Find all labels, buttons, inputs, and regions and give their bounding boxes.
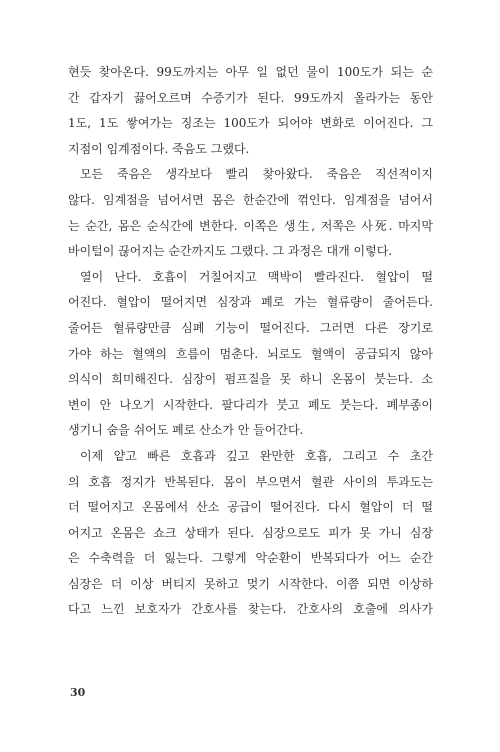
- text-line: 않다. 임계점을 넘어서면 몸은 한순간에 꺾인다. 임계점을 넘어서: [68, 192, 433, 207]
- text-line: 이제 얕고 빠른 호흡과 깊고 완만한 호흡, 그리고 수 초간: [80, 448, 433, 463]
- text-line: 간 갑자기 끓어오르며 수증기가 된다. 99도까지 올라가는 동안: [68, 90, 433, 105]
- paragraph: [68, 444, 433, 623]
- text-line: 더 떨어지고 온몸에서 산소 공급이 떨어진다. 다시 혈압이 더 떨: [68, 500, 433, 515]
- text-line: 의 호흡 정지가 반복된다. 몸이 부으면서 혈관 사이의 투과도는: [68, 474, 433, 489]
- text-line: 다고 느낀 보호자가 간호사를 찾는다. 간호사의 호출에 의사가: [68, 602, 433, 617]
- text-line: 어지고 온몸은 쇼크 상태가 된다. 심장으로도 피가 못 가니 심장: [68, 525, 433, 540]
- text-line: 는 순간, 몸은 순식간에 변한다. 이쪽은 생生, 저쪽은 사死. 마지막: [68, 218, 433, 233]
- text-line: 열이 난다. 호흡이 거칠어지고 맥박이 빨라진다. 혈압이 떨: [80, 269, 433, 284]
- text-line: 심장은 더 이상 버티지 못하고 멎기 시작한다. 이쯤 되면 이상하: [68, 576, 433, 591]
- paragraph: [68, 60, 433, 162]
- text-line: 가야 하는 혈액의 흐름이 멈춘다. 뇌로도 혈액이 공급되지 않아: [68, 346, 433, 361]
- paragraph: [68, 162, 433, 264]
- text-line: 어진다. 혈압이 떨어지면 심장과 폐로 가는 혈류량이 줄어든다.: [68, 295, 433, 310]
- paragraph: [68, 265, 433, 444]
- page-number: 30: [70, 686, 86, 699]
- text-line: 바이털이 끊어지는 순간까지도 그랬다. 그 과정은 대개 이렇다.: [68, 244, 393, 259]
- text-line: 지점이 임계점이다. 죽음도 그랬다.: [68, 141, 250, 156]
- text-line: 변이 안 나오기 시작한다. 팔다리가 붓고 폐도 붓는다. 폐부종이: [68, 397, 433, 412]
- text-line: 모든 죽음은 생각보다 빨리 찾아왔다. 죽음은 직선적이지: [80, 167, 433, 182]
- text-line: 1도, 1도 쌓여가는 징조는 100도가 되어야 변화로 이어진다. 그: [68, 116, 433, 131]
- text-line: 은 수축력을 더 잃는다. 그렇게 악순환이 반복되다가 어느 순간: [68, 551, 433, 566]
- text-line: 생기니 숨을 쉬어도 폐로 산소가 안 들어간다.: [68, 423, 304, 438]
- text-line: 줄어든 혈류량만큼 심폐 기능이 떨어진다. 그러면 다른 장기로: [68, 320, 433, 335]
- text-line: 현듯 찾아온다. 99도까지는 아무 일 없던 물이 100도가 되는 순: [68, 65, 433, 79]
- body-text: [68, 60, 433, 623]
- text-line: 의식이 희미해진다. 심장이 펌프질을 못 하니 온몸이 붓는다. 소: [68, 372, 433, 387]
